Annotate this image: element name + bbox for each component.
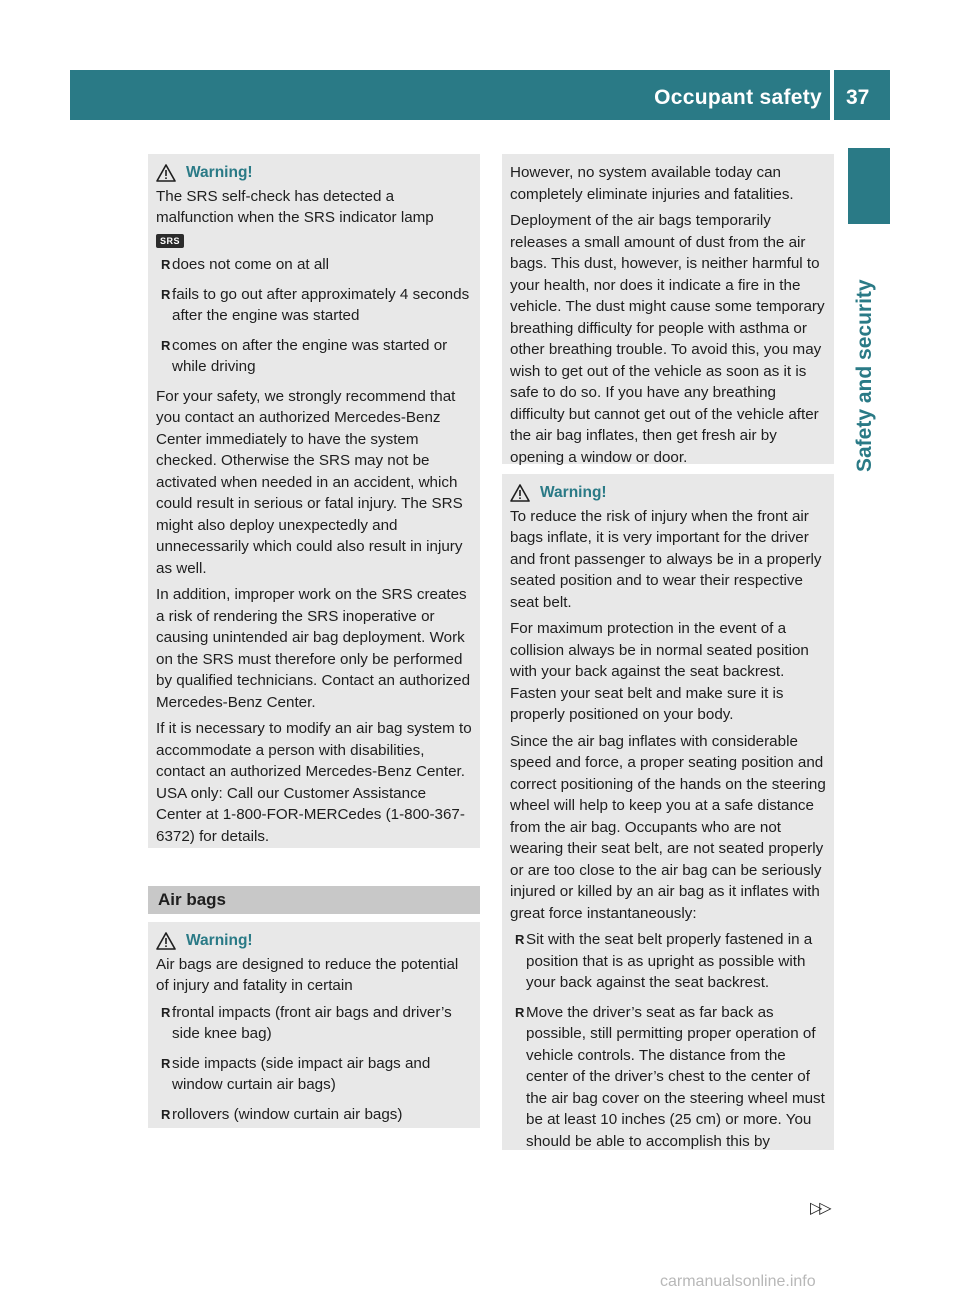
paragraph: In addition, improper work on the SRS creates a risk of rendering the SRS inoperative or causing unintended air bag deployment. Work on the SRS must therefore only be performed by qualified technicians. Contact an authorized Mercedes-Benz Center. [156,586,471,711]
paragraph: However, no system available today can completely eliminate injuries and fatalities. [510,164,794,203]
list-item: R Sit with the seat belt properly fastened in a position that is as upright as possible with your back against the seat backrest. [510,929,826,994]
warning-triangle-icon [156,932,176,950]
warning-title: Warning! [186,164,253,181]
warning-heading [510,482,826,504]
airbag-warning-box [148,922,480,1128]
list-item: R rollovers (window curtain air bags) [156,1104,472,1126]
warning-heading [156,162,472,184]
list-item: R Move the driver’s seat as far back as possible, still permitting proper operation of vehicle controls. The distance from the center of the driver’s chest to the center of the air bag cover on the steering wheel must be at least 10 inches (25 cm) or more. You should be able to accomplish this by [510,1002,826,1153]
paragraph: To reduce the risk of injury when the front air bags inflate, it is very important for the driver and front passenger to always be in a properly seated position and to wear their respective seat belt. [510,507,822,611]
warning-intro: Air bags are designed to reduce the potential of injury and fatality in certain [156,955,459,994]
malfunction-list [156,254,472,378]
srs-warning-box [148,154,480,848]
paragraph: Since the air bag inflates with considerable speed and force, a proper seating position and correct positioning of the hands on the steering wheel will help to keep you at a safe distance from the air bag. Occupants who are not wearing their seat belt, are not seated properly or are too close to the air bag can be seriously injured or killed by an air bag as it inflates with great force instantaneously: [510,732,826,922]
header-divider [830,70,834,120]
list-item: R fails to go out after approximately 4 seconds after the engine was started [156,284,472,327]
warning-triangle-icon [156,164,176,182]
list-item: R comes on after the engine was started or while driving [156,335,472,378]
paragraph: For maximum protection in the event of a collision always be in normal seated position with your back against the seat backrest. Fasten your seat belt and make sure it is properly positioned on your body. [510,620,809,723]
list-item: R does not come on at all [156,254,472,276]
warning-title: Warning! [540,484,607,501]
watermark: carmanualsonline.info [660,1273,816,1290]
warning-triangle-icon [510,484,530,502]
side-section-label: Safety and security [853,279,876,472]
dust-info-box [502,154,834,464]
header-title: Occupant safety [654,86,822,109]
seating-warning-box [502,474,834,1150]
list-item: R side impacts (side impact air bags and window curtain air bags) [156,1053,472,1096]
warning-title: Warning! [186,932,253,949]
warning-heading [156,930,472,952]
page-header [70,70,890,120]
paragraph: If it is necessary to modify an air bag system to accommodate a person with disabilities, contact an authorized Mercedes-Benz Center. USA only: Call our Customer Assistance Center at 1-800-FOR-MERCedes (1-800-367-6372) for details. [156,720,472,845]
warning-intro: The SRS self-check has detected a malfunction when the SRS indicator lamp [156,187,434,226]
paragraph: Deployment of the air bags temporarily releases a small amount of dust from the air bags. This dust, however, is neither harmful to your health, nor does it indicate a fire in the vehicle. The dust might cause some temporary breathing difficulty for people with asthma or other breathing trouble. To avoid this, you may wish to get out of the vehicle as soon as it is safe to do so. If you have any breathing difficulty but cannot get out of the vehicle after the air bag inflates, then get fresh air by opening a window or door. [510,212,825,466]
page-number: 37 [846,86,870,109]
side-tab [848,148,890,224]
paragraph: For your safety, we strongly recommend that you contact an authorized Mercedes-Benz Center immediately to have the system checked. Otherwise the SRS may not be activated when needed in an accident, which could result in serious or fatal injury. The SRS might also deploy unexpectedly and unnecessarily which could also result in injury as well. [156,387,463,577]
continue-arrow-icon: ▷▷ [810,1200,829,1217]
section-heading: Air bags [148,886,480,914]
list-item: R frontal impacts (front air bags and driver’s side knee bag) [156,1002,472,1045]
seating-list [510,929,826,1152]
srs-indicator-icon: SRS [156,234,184,248]
impact-list [156,1002,472,1126]
